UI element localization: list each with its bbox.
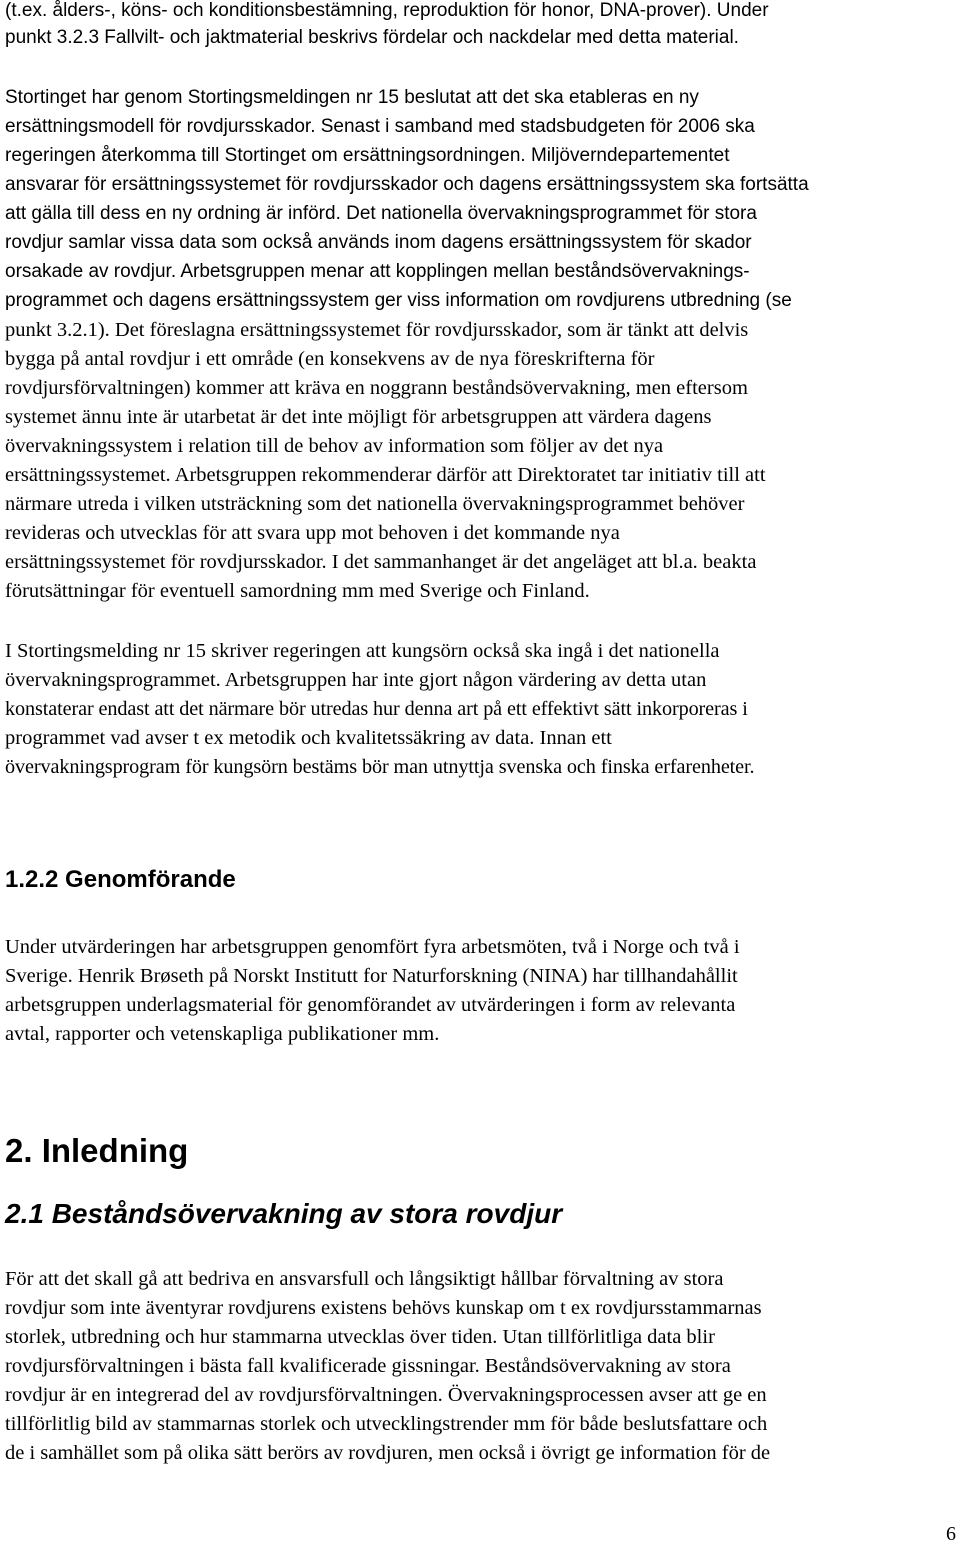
- text-line: programmet och dagens ersättningssystem ger viss information om rovdjurens utbredning (se: [5, 290, 792, 311]
- text-line: I Stortingsmelding nr 15 skriver regeringen att kungsörn också ska ingå i det nationella: [5, 640, 720, 662]
- text-line: (t.ex. ålders-, köns- och konditionsbestämning, reproduktion för honor, DNA-prover). Under: [5, 0, 769, 21]
- text-line: ersättningssystemet för rovdjursskador. I det sammanhanget är det angeläget att bl.a. beakta: [5, 551, 757, 573]
- text-line: bygga på antal rovdjur i ett område (en konsekvens av de nya föreskrifterna för: [5, 348, 655, 370]
- text-line: För att det skall gå att bedriva en ansvarsfull och långsiktigt hållbar förvaltning av stora: [5, 1268, 724, 1290]
- text-line: rovdjursförvaltningen) kommer att kräva en noggrann beståndsövervakning, men eftersom: [5, 377, 748, 399]
- text-line: de i samhället som på olika sätt berörs av rovdjuren, men också i övrigt ge information för de: [5, 1442, 771, 1464]
- text-line: rovdjur samlar vissa data som också används inom dagens ersättningssystem för skador: [5, 232, 752, 253]
- text-line: rovdjur är en integrerad del av rovdjursförvaltningen. Övervakningsprocessen avser att ge en: [5, 1384, 767, 1406]
- text-line: rovdjursförvaltningen i bästa fall kvalificerade gissningar. Beståndsövervakning av stora: [5, 1355, 731, 1377]
- text-line: punkt 3.2.1). Det föreslagna ersättningssystemet för rovdjursskador, som är tänkt att delvis: [5, 319, 749, 341]
- text-line: Under utvärderingen har arbetsgruppen genomfört fyra arbetsmöten, två i Norge och två i: [5, 936, 740, 958]
- text-line: arbetsgruppen underlagsmaterial för genomförandet av utvärderingen i form av relevanta: [5, 994, 736, 1016]
- text-line: övervakningsprogrammet. Arbetsgruppen har inte gjort någon värdering av detta utan: [5, 669, 707, 691]
- text-line: systemet ännu inte är utarbetat är det inte möjligt för arbetsgruppen att värdera dagens: [5, 406, 712, 428]
- text-line: avtal, rapporter och vetenskapliga publikationer mm.: [5, 1023, 440, 1045]
- text-line: övervakningsprogram för kungsörn bestäms bör man utnyttja svenska och finska erfarenheter.: [5, 756, 755, 778]
- text-line: Stortinget har genom Stortingsmeldingen nr 15 beslutat att det ska etableras en ny: [5, 87, 699, 108]
- text-line: revideras och utvecklas för att svara upp mot behoven i det kommande nya: [5, 522, 620, 544]
- text-line: punkt 3.2.3 Fallvilt- och jaktmaterial beskrivs fördelar och nackdelar med detta material.: [5, 27, 739, 48]
- section-heading-bestandsovervakning: 2.1 Beståndsövervakning av stora rovdjur: [5, 1198, 563, 1229]
- text-line: ersättningssystemet. Arbetsgruppen rekommenderar därför att Direktoratet tar initiativ till att: [5, 464, 766, 486]
- text-line: Sverige. Henrik Brøseth på Norskt Institutt for Naturforskning (NINA) har tillhandahållit: [5, 965, 738, 987]
- section-heading-genomforande: 1.2.2 Genomförande: [5, 866, 236, 893]
- text-line: ersättningsmodell för rovdjursskador. Senast i samband med stadsbudgeten för 2006 ska: [5, 116, 755, 137]
- text-line: närmare utreda i vilken utsträckning som det nationella övervakningsprogrammet behöver: [5, 493, 745, 515]
- text-line: regeringen återkomma till Stortinget om ersättningsordningen. Miljöverndepartementet: [5, 145, 730, 166]
- text-line: rovdjur som inte äventyrar rovdjurens existens behövs kunskap om t ex rovdjursstammarnas: [5, 1297, 762, 1319]
- text-line: orsakade av rovdjur. Arbetsgruppen menar att kopplingen mellan beståndsövervaknings-: [5, 261, 750, 282]
- text-line: konstaterar endast att det närmare bör utredas hur denna art på ett effektivt sätt inkorporeras i: [5, 698, 748, 720]
- text-line: att gälla till dess en ny ordning är införd. Det nationella övervakningsprogrammet för stora: [5, 203, 757, 224]
- text-line: storlek, utbredning och hur stammarna utvecklas över tiden. Utan tillförlitliga data blir: [5, 1326, 715, 1348]
- text-line: programmet vad avser t ex metodik och kvalitetssäkring av data. Innan ett: [5, 727, 612, 749]
- text-line: förutsättningar för eventuell samordning mm med Sverige och Finland.: [5, 580, 590, 602]
- text-line: övervakningssystem i relation till de behov av information som följer av det nya: [5, 435, 664, 457]
- text-line: tillförlitlig bild av stammarnas storlek och utvecklingstrender mm för både beslutsfattare och: [5, 1413, 768, 1435]
- text-line: ansvarar för ersättningssystemet för rovdjursskador och dagens ersättningssystem ska fortsätta: [5, 174, 809, 195]
- page-number: 6: [946, 1523, 956, 1545]
- chapter-heading-inledning: 2. Inledning: [5, 1132, 189, 1169]
